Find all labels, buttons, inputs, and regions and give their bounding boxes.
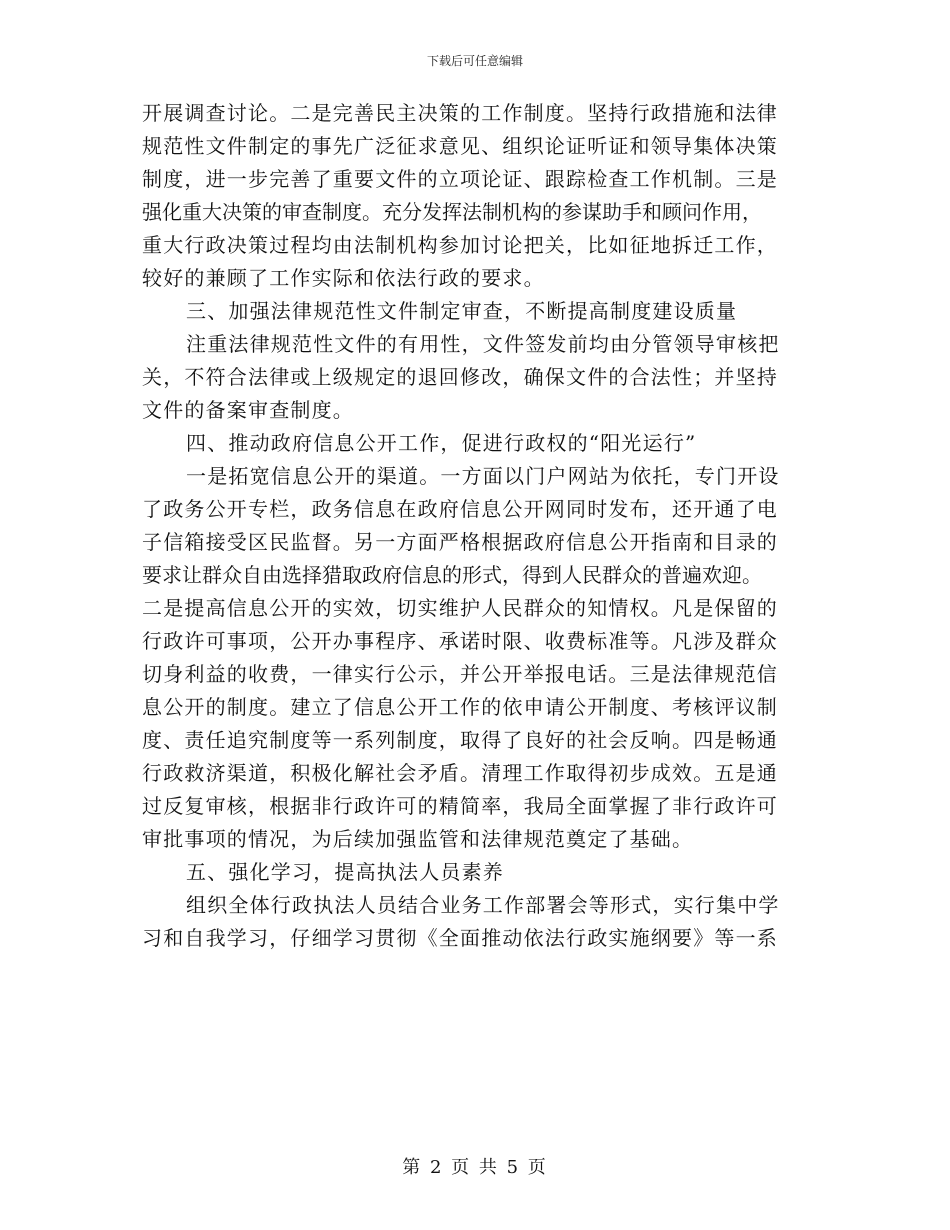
section-heading-5: 五、强化学习，提高执法人员素养 xyxy=(186,860,504,884)
text-line: 度、责任追究制度等一系列制度，取得了良好的社会反响。四是畅通 xyxy=(142,728,778,752)
text-line: 较好的兼顾了工作实际和依法行政的要求。 xyxy=(142,266,545,290)
text-line: 行政许可事项，公开办事程序、承诺时限、收费标准等。凡涉及群众 xyxy=(142,629,778,653)
section-heading-3: 三、加强法律规范性文件制定审查，不断提高制度建设质量 xyxy=(186,299,738,323)
text-line: 开展调查讨论。二是完善民主决策的工作制度。坚持行政措施和法律 xyxy=(142,101,778,125)
text-line: 重大行政决策过程均由法制机构参加讨论把关，比如征地拆迁工作， xyxy=(142,233,778,257)
text-line: 组织全体行政执法人员结合业务工作部署会等形式，实行集中学 xyxy=(186,893,780,917)
text-line: 文件的备案审查制度。 xyxy=(142,398,354,422)
text-line: 了政务公开专栏，政务信息在政府信息公开网同时发布，还开通了电 xyxy=(142,497,778,521)
text-line: 息公开的制度。建立了信息公开工作的依申请公开制度、考核评议制 xyxy=(142,695,778,719)
text-line: 切身利益的收费，一律实行公示，并公开举报电话。三是法律规范信 xyxy=(142,662,778,686)
text-line: 制度，进一步完善了重要文件的立项论证、跟踪检查工作机制。三是 xyxy=(142,167,778,191)
text-line: 关，不符合法律或上级规定的退回修改，确保文件的合法性；并坚持 xyxy=(142,365,778,389)
text-line: 要求让群众自由选择猎取政府信息的形式，得到人民群众的普遍欢迎。 xyxy=(142,563,762,587)
text-line: 审批事项的情况，为后续加强监管和法律规范奠定了基础。 xyxy=(142,827,694,851)
text-line: 子信箱接受区民监督。另一方面严格根据政府信息公开指南和目录的 xyxy=(142,530,778,554)
text-line: 过反复审核，根据非行政许可的精简率，我局全面掌握了非行政许可 xyxy=(142,794,778,818)
text-line: 规范性文件制定的事先广泛征求意见、组织论证听证和领导集体决策 xyxy=(142,134,778,158)
text-line: 行政救济渠道，积极化解社会矛盾。清理工作取得初步成效。五是通 xyxy=(142,761,778,785)
document-body xyxy=(142,97,814,955)
text-line: 强化重大决策的审查制度。充分发挥法制机构的参谋助手和顾问作用， xyxy=(142,200,762,224)
text-line: 一是拓宽信息公开的渠道。一方面以门户网站为依托，专门开设 xyxy=(186,464,780,488)
section-heading-4: 四、推动政府信息公开工作，促进行政权的“阳光运行” xyxy=(186,431,697,455)
page-header: 下载后可任意编辑 xyxy=(426,54,523,68)
text-line: 二是提高信息公开的实效，切实维护人民群众的知情权。凡是保留的 xyxy=(142,596,778,620)
text-line: 习和自我学习，仔细学习贯彻《全面推动依法行政实施纲要》等一系 xyxy=(142,926,778,950)
page-footer: 第 2 页 共 5 页 xyxy=(402,1157,548,1178)
text-line: 注重法律规范性文件的有用性，文件签发前均由分管领导审核把 xyxy=(186,332,780,356)
